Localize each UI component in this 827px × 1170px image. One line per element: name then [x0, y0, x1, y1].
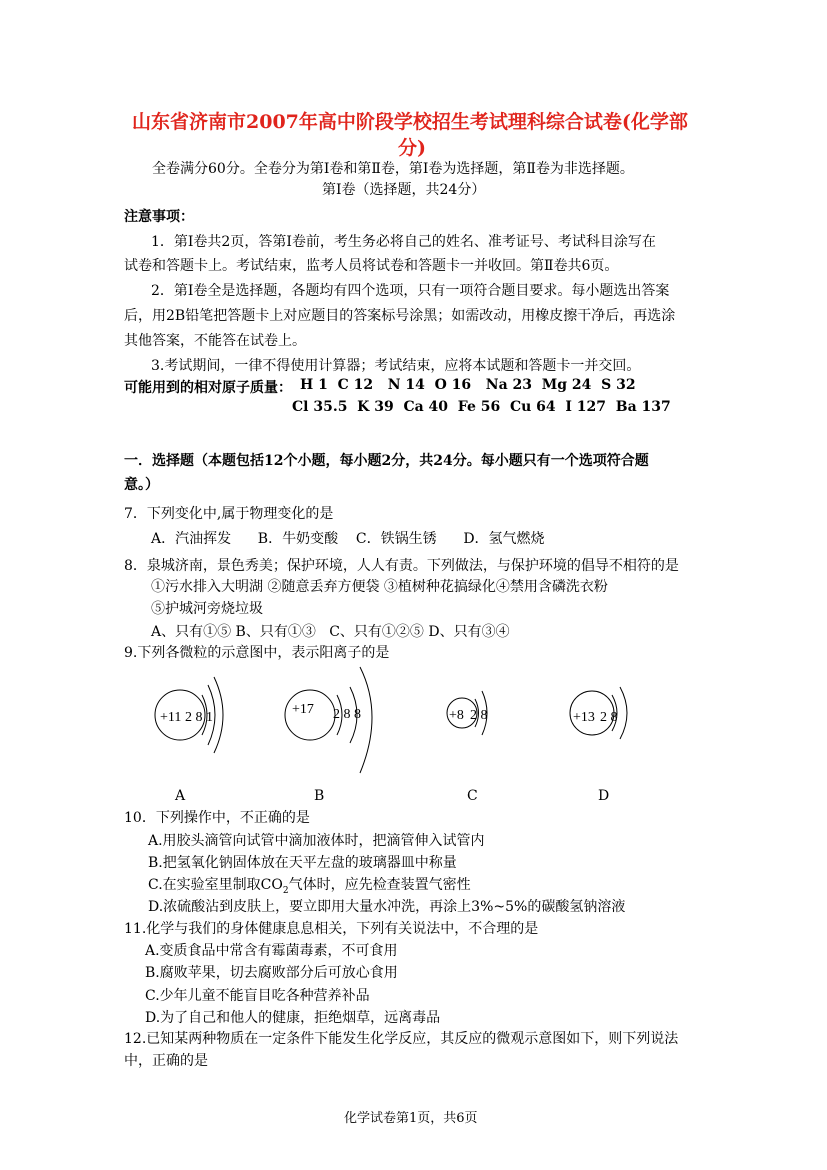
- question-10-option-c-pre: C.在实验室里制取CO: [148, 877, 283, 893]
- notes-item-2c: 其他答案，不能答在试卷上。: [124, 333, 306, 349]
- paper-title-line2: 分): [398, 137, 426, 159]
- notes-item-2a: 2．第Ⅰ卷全是选择题，各题均有四个选项，只有一项符合题目要求。每小题选出答案: [151, 283, 670, 299]
- atom-a-nucleus-label: +11: [160, 710, 182, 725]
- section-heading-b: 意。）: [124, 477, 159, 493]
- question-10-option-d: D.浓硫酸沾到皮肤上，要立即用大量水冲洗，再涂上3%~5%的碳酸氢钠溶液: [148, 899, 626, 915]
- atomic-mass-line1: H 1 C 12 N 14 O 16 Na 23 Mg 24 S 32: [300, 377, 636, 393]
- question-12-stem-a: 12.已知某两种物质在一定条件下能发生化学反应，其反应的微观示意图如下，则下列说法: [124, 1031, 679, 1047]
- atom-c-electrons: 2 8: [470, 708, 488, 723]
- notes-item-1b: 试卷和答题卡上。考试结束，监考人员将试卷和答题卡一并收回。第Ⅱ卷共6页。: [124, 258, 619, 274]
- atom-a-electrons: 2 8 1: [185, 710, 213, 725]
- atom-d-shell-2: [620, 687, 627, 739]
- atom-d-nucleus-label: +13: [573, 710, 595, 725]
- question-8-items-2: ⑤护城河旁烧垃圾: [151, 601, 263, 617]
- atom-d-electrons: 2 8: [600, 710, 618, 725]
- intro-line1: 全卷满分60分。全卷分为第Ⅰ卷和第Ⅱ卷，第Ⅰ卷为选择题，第Ⅱ卷为非选择题。: [152, 161, 634, 177]
- question-7-stem: 7．下列变化中,属于物理变化的是: [124, 506, 334, 522]
- atomic-mass-line2: Cl 35.5 K 39 Ca 40 Fe 56 Cu 64 I 127 Ba 137: [292, 399, 671, 415]
- question-7-options: A．汽油挥发 B．牛奶变酸 C．铁锅生锈 D．氢气燃烧: [151, 531, 545, 547]
- question-11-option-a: A.变质食品中常含有霉菌毒素，不可食用: [145, 943, 398, 959]
- section-heading-a: 一．选择题（本题包括12个小题，每小题2分，共24分。每小题只有一个选项符合题: [124, 453, 649, 469]
- paper-title-line1: 山东省济南市2007年高中阶段学校招生考试理科综合试卷(化学部: [132, 111, 688, 133]
- atomic-mass-label: 可能用到的相对原子质量：: [124, 380, 292, 396]
- question-10-stem: 10．下列操作中，不正确的是: [124, 810, 310, 826]
- page-footer: 化学试卷第1页，共6页: [344, 1111, 478, 1126]
- question-9-stem: 9.下列各微粒的示意图中，表示阳离子的是: [124, 645, 390, 661]
- question-8-stem: 8．泉城济南，景色秀美；保护环境，人人有责。下列做法，与保护环境的倡导不相符的是: [124, 558, 679, 574]
- question-10-option-c-sub: 2: [282, 885, 289, 896]
- atom-label-b: B: [314, 788, 325, 804]
- atom-b-shell-3: [360, 667, 372, 773]
- intro-line2: 第Ⅰ卷（选择题，共24分）: [322, 182, 486, 198]
- atom-b-electrons: 2 8 8: [333, 707, 361, 722]
- question-10-option-a: A.用胶头滴管向试管中滴加液体时，把滴管伸入试管内: [148, 833, 485, 849]
- question-11-option-c: C.少年儿童不能盲目吃各种营养补品: [145, 988, 370, 1004]
- notes-heading: 注意事项：: [124, 209, 194, 225]
- question-8-options: A、只有①⑤ B、只有①③ C、只有①②⑤ D、只有③④: [151, 624, 510, 640]
- question-10-option-c-post: 气体时，应先检查装置气密性: [288, 877, 471, 893]
- atom-b-nucleus-label: +17: [292, 702, 314, 717]
- question-8-items-1: ①污水排入大明湖 ②随意丢弃方便袋 ③植树种花搞绿化④禁用含磷洗衣粉: [151, 579, 608, 595]
- atom-label-a: A: [175, 788, 186, 804]
- atom-c-nucleus-label: +8: [449, 708, 464, 723]
- question-11-option-d: D.为了自己和他人的健康，拒绝烟草，远离毒品: [145, 1010, 441, 1026]
- question-11-option-b: B.腐败苹果，切去腐败部分后可放心食用: [145, 965, 398, 981]
- notes-item-2b: 后，用2B铅笔把答题卡上对应题目的答案标号涂黑；如需改动，用橡皮擦干净后，再选涂: [124, 308, 676, 324]
- atom-label-d: D: [598, 788, 610, 804]
- question-10-option-c: [148, 874, 471, 896]
- atom-label-c: C: [467, 788, 478, 804]
- question-10-option-b: B.把氢氧化钠固体放在天平左盘的玻璃器皿中称量: [148, 855, 457, 871]
- notes-item-1a: 1．第Ⅰ卷共2页，答第Ⅰ卷前，考生务必将自己的姓名、准考证号、考试科目涂写在: [151, 234, 656, 250]
- question-12-stem-b: 中，正确的是: [124, 1053, 208, 1069]
- question-11-stem: 11.化学与我们的身体健康息息相关，下列有关说法中，不合理的是: [124, 921, 539, 937]
- particle-diagrams: [140, 665, 660, 775]
- notes-item-3: 3.考试期间，一律不得使用计算器；考试结束，应将本试题和答题卡一并交回。: [151, 358, 641, 374]
